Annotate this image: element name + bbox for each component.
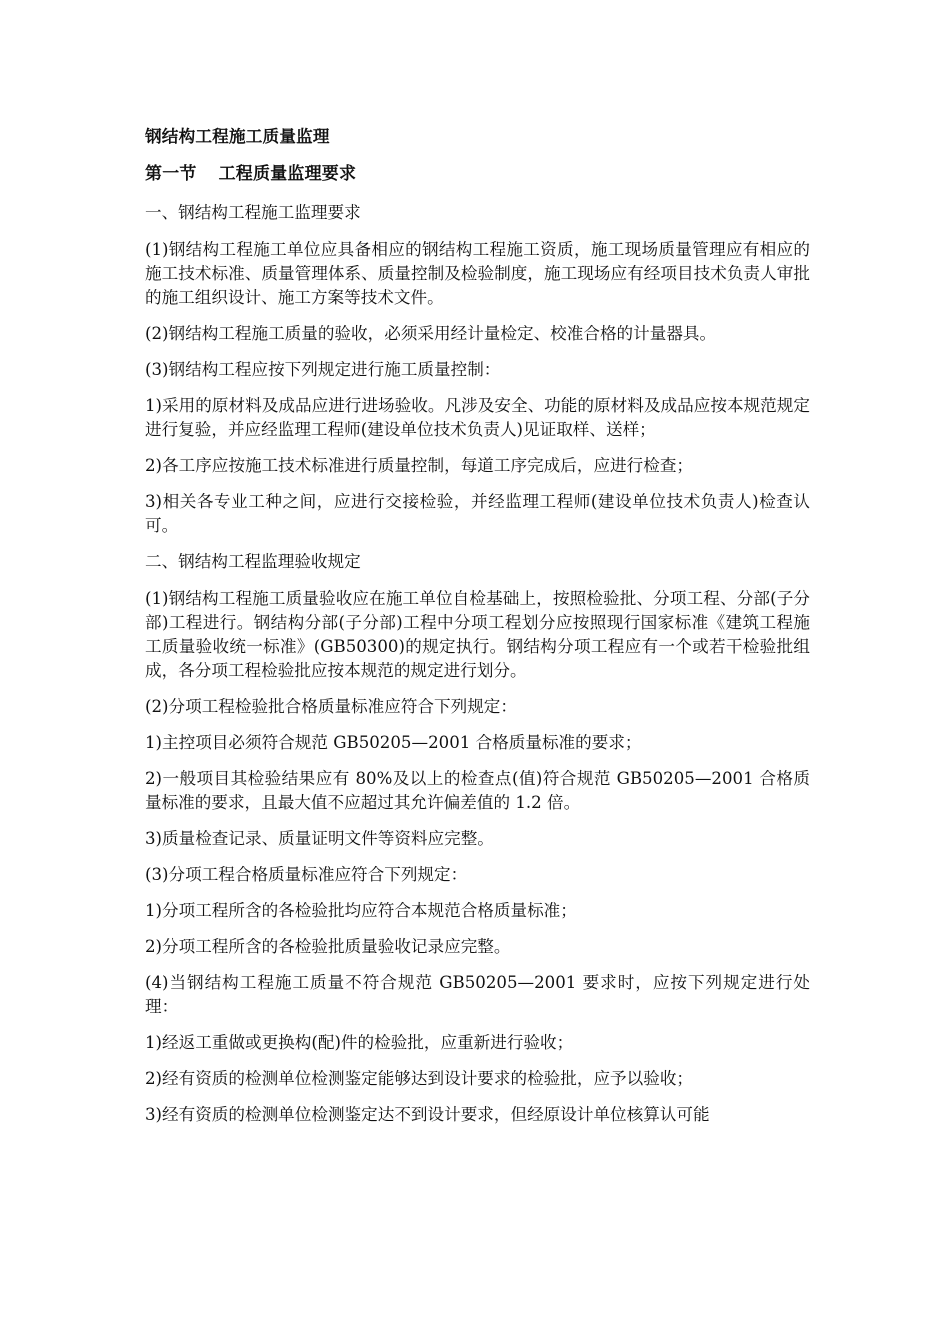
paragraph: 2)一般项目其检验结果应有 80%及以上的检查点(值)符合规范 GB50205—2001 合格质量标准的要求，且最大值不应超过其允许偏差值的 1.2 倍。 xyxy=(145,769,810,812)
part2-heading: 二、钢结构工程监理验收规定 xyxy=(145,552,361,571)
section-number: 第一节 xyxy=(145,164,197,184)
paragraph: 3)经有资质的检测单位检测鉴定达不到设计要求，但经原设计单位核算认可能 xyxy=(145,1105,710,1124)
paragraph: 2)各工序应按施工技术标准进行质量控制，每道工序完成后，应进行检查； xyxy=(145,456,694,475)
paragraph: (2)分项工程检验批合格质量标准应符合下列规定： xyxy=(145,697,517,716)
document-title: 钢结构工程施工质量监理 xyxy=(145,126,330,146)
paragraph: 2)经有资质的检测单位检测鉴定能够达到设计要求的检验批，应予以验收； xyxy=(145,1069,694,1088)
paragraph: 1)主控项目必须符合规范 GB50205—2001 合格质量标准的要求； xyxy=(145,733,642,752)
paragraph: 3)相关各专业工种之间，应进行交接检验，并经监理工程师(建设单位技术负责人)检查认可。 xyxy=(145,492,810,535)
paragraph: (3)分项工程合格质量标准应符合下列规定： xyxy=(145,865,468,884)
paragraph: 1)分项工程所含的各检验批均应符合本规范合格质量标准； xyxy=(145,901,577,920)
paragraph: 1)采用的原材料及成品应进行进场验收。凡涉及安全、功能的原材料及成品应按本规范规定进行复验，并应经监理工程师(建设单位技术负责人)见证取样、送样； xyxy=(145,396,810,439)
paragraph: 2)分项工程所含的各检验批质量验收记录应完整。 xyxy=(145,937,511,956)
section-heading xyxy=(145,162,810,186)
section-name: 工程质量监理要求 xyxy=(218,164,357,184)
part1-heading: 一、钢结构工程施工监理要求 xyxy=(145,203,361,222)
paragraph: (1)钢结构工程施工单位应具备相应的钢结构工程施工资质，施工现场质量管理应有相应的施工技术标准、质量管理体系、质量控制及检验制度，施工现场应有经项目技术负责人审批的施工组织设计、施工方案等技术文件。 xyxy=(145,240,810,307)
paragraph: (4)当钢结构工程施工质量不符合规范 GB50205—2001 要求时，应按下列规定进行处理： xyxy=(145,973,810,1016)
paragraph: 3)质量检查记录、质量证明文件等资料应完整。 xyxy=(145,829,494,848)
document-page xyxy=(145,124,810,1139)
paragraph: 1)经返工重做或更换构(配)件的检验批，应重新进行验收； xyxy=(145,1033,574,1052)
paragraph: (1)钢结构工程施工质量验收应在施工单位自检基础上，按照检验批、分项工程、分部(子分部)工程进行。钢结构分部(子分部)工程中分项工程划分应按照现行国家标准《建筑工程施工质量验收统一标准》(GB50300)的规定执行。钢结构分项工程应有一个或若干检验批组成，各分项工程检验批应按本规范的规定进行划分。 xyxy=(145,589,810,680)
paragraph: (2)钢结构工程施工质量的验收，必须采用经计量检定、校准合格的计量器具。 xyxy=(145,324,717,343)
paragraph: (3)钢结构工程应按下列规定进行施工质量控制： xyxy=(145,360,501,379)
